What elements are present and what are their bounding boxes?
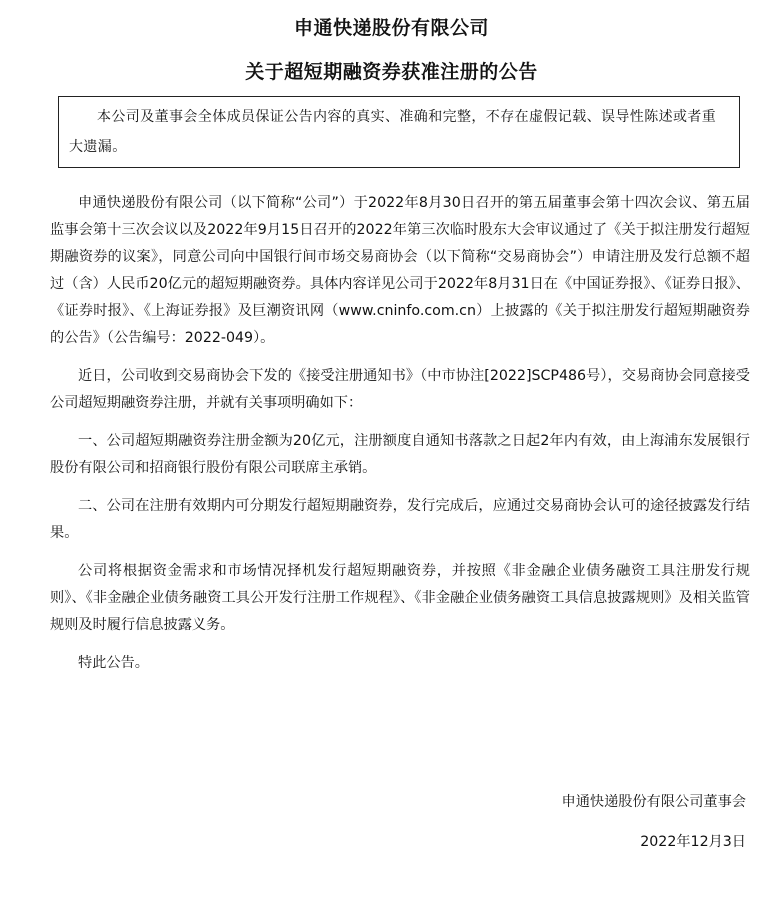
body-paragraph-notification: 近日，公司收到交易商协会下发的《接受注册通知书》（中市协注[2022]SCP486号），交易商协会同意接受公司超短期融资券注册，并就有关事项明确如下： xyxy=(50,368,750,411)
disclaimer-notice-text: 本公司及董事会全体成员保证公告内容的真实、准确和完整，不存在虚假记载、误导性陈述或者重大遗漏。 xyxy=(69,109,717,155)
body-paragraph-closing: 特此公告。 xyxy=(78,655,149,671)
company-title: 申通快递股份有限公司 xyxy=(293,17,489,39)
body-paragraph-disclosure: 公司将根据资金需求和市场情况择机发行超短期融资券，并按照《非金融企业债务融资工具注册发行规则》、《非金融企业债务融资工具公开发行注册工作规程》、《非金融企业债务融资工具信息披露规则》及相关监管规则及时履行信息披露义务。 xyxy=(50,563,750,633)
body-paragraph-item-2: 二、公司在注册有效期内可分期发行超短期融资券，发行完成后，应通过交易商协会认可的途径披露发行结果。 xyxy=(50,498,750,541)
body-paragraph-background: 申通快递股份有限公司（以下简称“公司”）于2022年8月30日召开的第五届董事会第十四次会议、第五届监事会第十三次会议以及2022年9月15日召开的2022年第三次临时股东大会审议通过了《关于拟注册发行超短期融资券的议案》，同意公司向中国银行间市场交易商协会（以下简称“交易商协会”）申请注册及发行总额不超过（含）人民币20亿元的超短期融资券。具体内容详见公司于2022年8月31日在《中国证券报》、《证券日报》、《证券时报》、《上海证券报》及巨潮资讯网（www.cninfo.com.cn）上披露的《关于拟注册发行超短期融资券的公告》（公告编号：2022-049）。 xyxy=(50,195,750,346)
board-signature: 申通快递股份有限公司董事会 xyxy=(561,794,746,810)
announcement-date: 2022年12月3日 xyxy=(640,834,746,850)
announcement-title: 关于超短期融资券获准注册的公告 xyxy=(245,61,538,83)
disclaimer-notice-box xyxy=(58,96,740,168)
announcement-body xyxy=(50,190,750,677)
body-paragraph-item-1: 一、公司超短期融资券注册金额为20亿元，注册额度自通知书落款之日起2年内有效，由上海浦东发展银行股份有限公司和招商银行股份有限公司联席主承销。 xyxy=(50,433,750,476)
